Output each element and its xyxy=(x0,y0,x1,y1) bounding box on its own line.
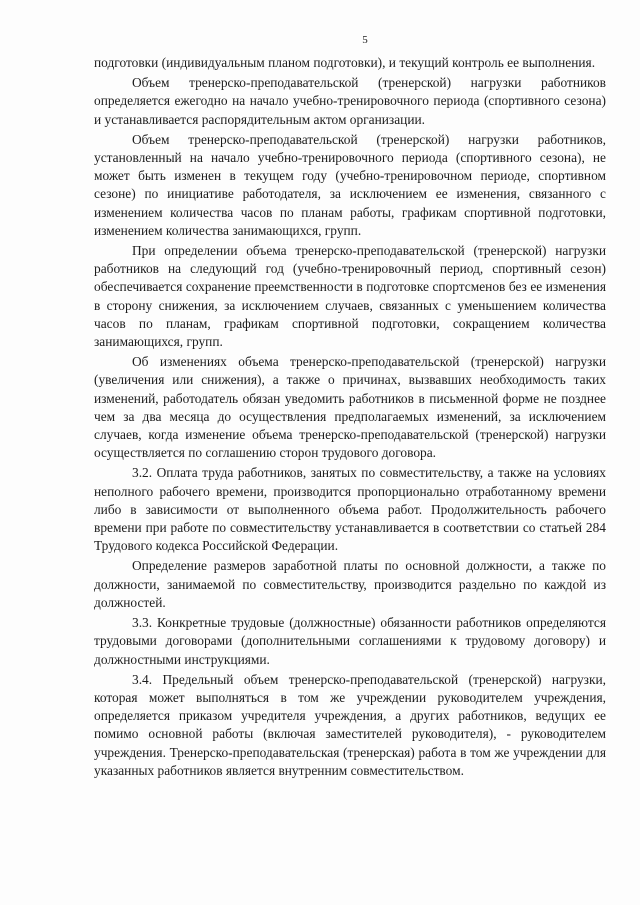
page-number: 5 xyxy=(362,34,368,46)
paragraph-3-3-duties: 3.3. Конкретные трудовые (должностные) обязанности работников определяются трудовыми договорами (дополнительными соглашениями к трудовому договору) и должностными инструкциями. xyxy=(94,615,606,667)
paragraph-load-determination: Объем тренерско-преподавательской (тренерской) нагрузки работников определяется ежегодно на начало учебно-тренировочного периода (спортивного сезона) и устанавливается распорядительным актом организации. xyxy=(94,75,606,127)
paragraph-load-unchangeable: Объем тренерско-преподавательской (тренерской) нагрузки работников, установленный на начало учебно-тренировочного периода (спортивного сезона), не может быть изменен в текущем году (учебно-тренировочном периоде, спортивном сезоне) по инициативе работодателя, за исключением ее изменения, связанного с изменением количества часов по планам работы, графикам спортивной подготовки, изменением количества занимающихся, групп. xyxy=(94,131,606,238)
paragraph-salary-separately: Определение размеров заработной платы по основной должности, а также по должности, занимаемой по совместительству, производится раздельно по каждой из должностей. xyxy=(94,558,606,610)
paragraph-3-2-part-time-pay: 3.2. Оплата труда работников, занятых по совместительству, а также на условиях неполного рабочего времени, производится пропорционально отработанному времени либо в зависимости от выполненного объема работ. Продолжительность рабочего времени при работе по совместительству устанавливается в соответствии со статьей 284 Трудового кодекса Российской Федерации. xyxy=(94,465,606,554)
paragraph-load-change-notice: Об изменениях объема тренерско-преподавательской (тренерской) нагрузки (увеличения или снижения), а также о причинах, вызвавших необходимость таких изменений, работодатель обязан уведомить работников в письменной форме не позднее чем за два месяца до осуществления предполагаемых изменений, за исключением случаев, когда изменение объема тренерско-преподавательской (тренерской) нагрузки осуществляется по соглашению сторон трудового договора. xyxy=(94,354,606,461)
paragraph-3-4-max-load: 3.4. Предельный объем тренерско-преподавательской (тренерской) нагрузки, которая может выполняться в том же учреждении руководителем учреждения, определяется приказом учредителя учреждения, а других работников, ведущих ее помимо основной работы (включая заместителей руководителя), - руководителем учреждения. Тренерско-преподавательская (тренерская) работа в том же учреждении для указанных работников является внутренним совместительством. xyxy=(94,671,606,778)
paragraph-continuation: подготовки (индивидуальным планом подготовки), и текущий контроль ее выполнения. xyxy=(94,55,596,70)
paragraph-load-next-year: При определении объема тренерско-преподавательской (тренерской) нагрузки работников на следующий год (учебно-тренировочный период, спортивный сезон) обеспечивается сохранение преемственности в подготовке спортсменов без ее изменения в сторону снижения, за исключением случаев, связанных с уменьшением количества часов по планам, графикам спортивной подготовки, сокращением количества занимающихся, групп. xyxy=(94,243,606,350)
